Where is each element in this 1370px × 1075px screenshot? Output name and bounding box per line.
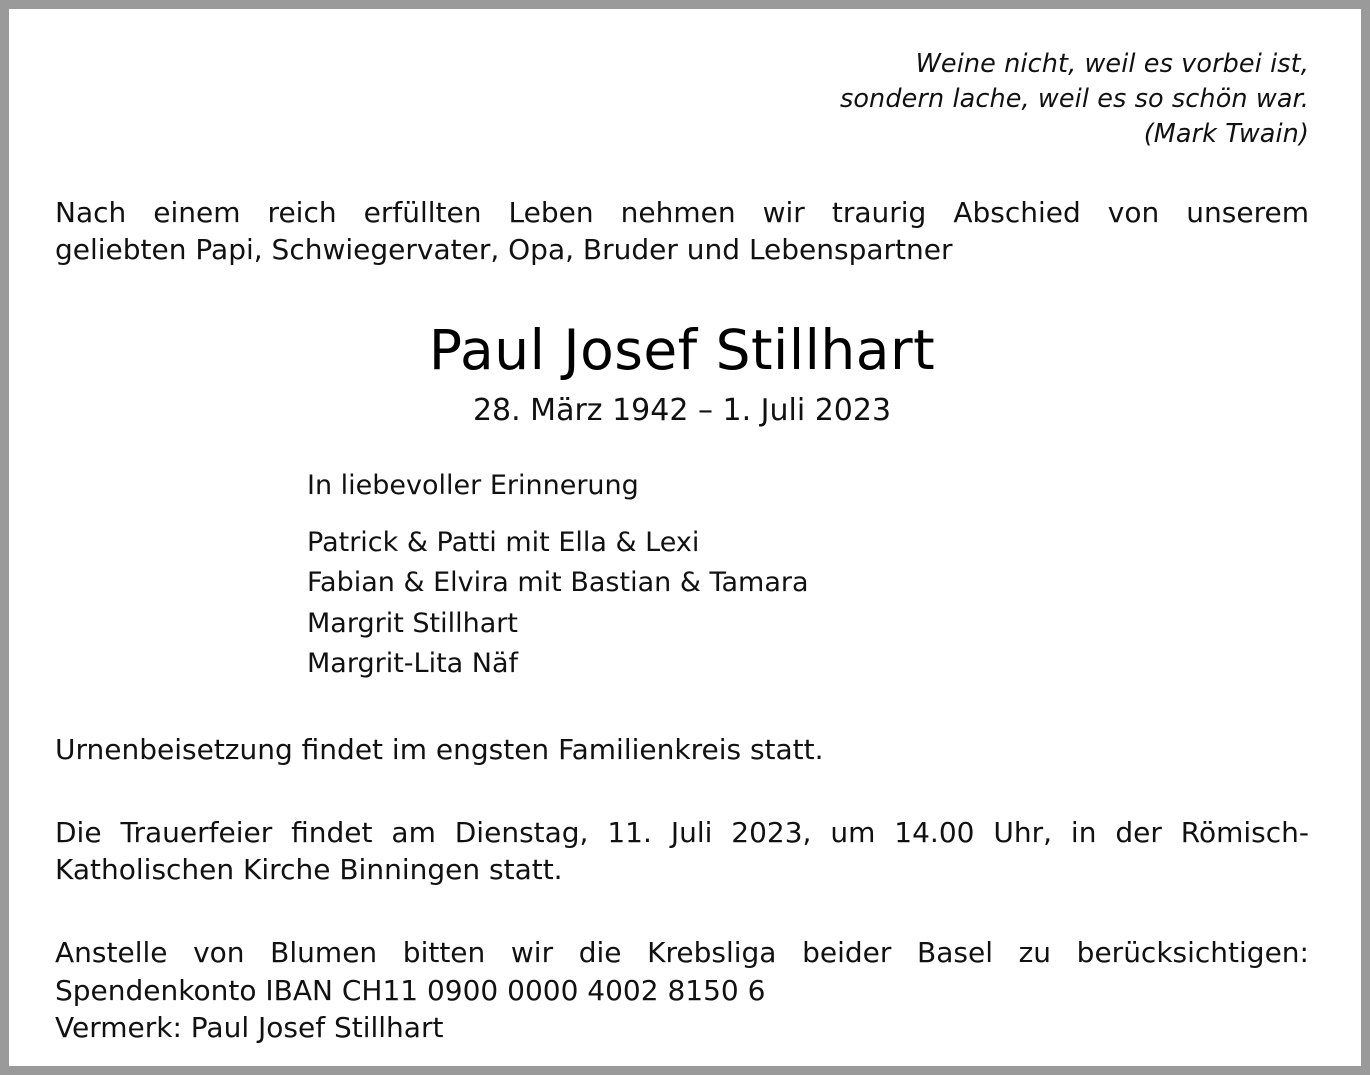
donation-account: Spendenkonto IBAN CH11 0900 0000 4002 8150 6 — [55, 973, 766, 1007]
list-item: Margrit Stillhart — [307, 607, 518, 639]
donation-reference: Vermerk: Paul Josef Stillhart — [55, 1010, 444, 1044]
burial-paragraph: Urnenbeisetzung findet im engsten Familienkreis statt. — [55, 732, 824, 766]
service-line-1: Die Trauerfeier findet am Dienstag, 11. Juli 2023, um 14.00 Uhr, in der Römisch- — [55, 815, 1309, 849]
list-item: Fabian & Elvira mit Bastian & Tamara — [307, 567, 809, 599]
list-item: Margrit-Lita Näf — [307, 648, 519, 680]
epitaph-quote — [55, 47, 1309, 152]
quote-line-1: Weine nicht, weil es vorbei ist, — [915, 49, 1309, 79]
donation-paragraph — [55, 934, 1309, 1046]
service-paragraph — [55, 814, 1309, 888]
memory-heading: In liebevoller Erinnerung — [307, 469, 639, 501]
list-item: Patrick & Patti mit Ella & Lexi — [307, 526, 700, 558]
quote-line-2: sondern lache, weil es so schön war. — [839, 83, 1309, 114]
family-list — [307, 523, 1309, 685]
intro-line-2: geliebten Papi, Schwiegervater, Opa, Bruder und Lebenspartner — [55, 233, 953, 266]
memory-block — [55, 470, 1309, 685]
quote-attribution: (Mark Twain) — [1143, 118, 1309, 149]
intro-line-1: Nach einem reich erfüllten Leben nehmen wir traurig Abschied von unserem — [55, 195, 1309, 229]
donation-line-1: Anstelle von Blumen bitten wir die Krebsliga beider Basel zu berücksichtigen: — [55, 936, 1309, 970]
deceased-name: Paul Josef Stillhart — [428, 318, 936, 383]
service-line-2: Katholischen Kirche Binningen statt. — [55, 853, 563, 887]
deceased-dates: 28. März 1942 – 1. Juli 2023 — [472, 392, 892, 428]
intro-paragraph — [55, 194, 1309, 268]
obituary-content — [9, 9, 1361, 1066]
